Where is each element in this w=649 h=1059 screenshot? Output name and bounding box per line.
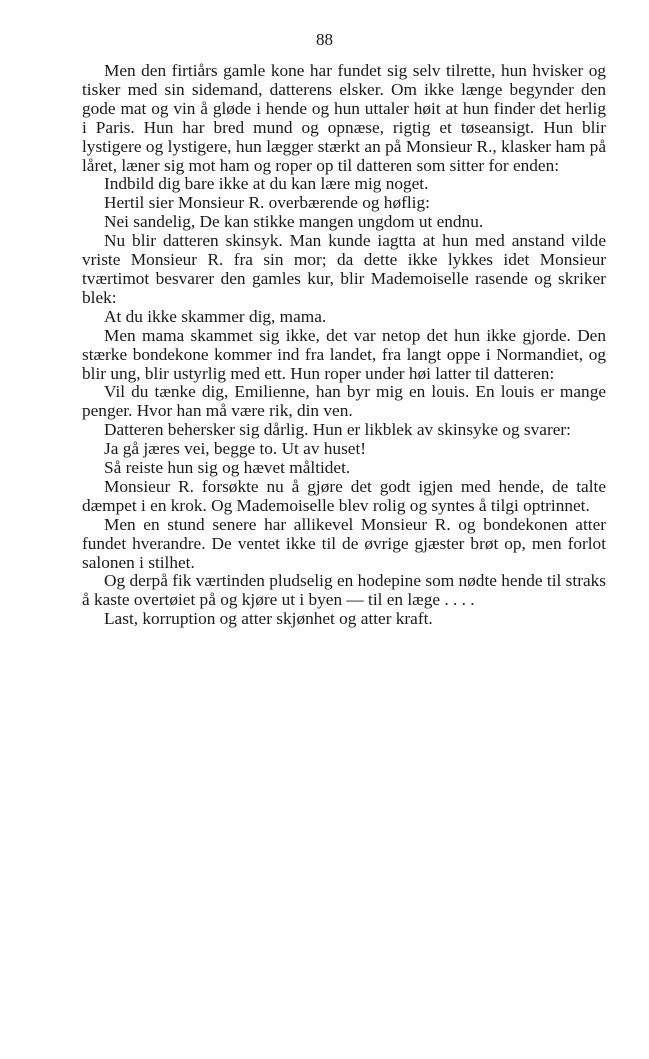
paragraph: Last, korruption og atter skjønhet og atter kraft.	[104, 609, 433, 629]
paragraph: Hertil sier Monsieur R. overbærende og høflig:	[104, 193, 430, 213]
paragraph: Datteren behersker sig dårlig. Hun er likblek av skinsyke og svarer:	[104, 420, 571, 440]
paragraph: Monsieur R. forsøkte nu å gjøre det godt igjen med hende, de talte dæmpet i en krok. Og Mademoiselle blev rolig og syntes å tilgi optrinnet.	[82, 476, 606, 515]
paragraph: Men mama skammet sig ikke, det var netop det hun ikke gjorde. Den stærke bondekone kommer ind fra landet, fra langt oppe i Normandiet, og blir ung, blir ustyrlig med ett. Hun roper under høi latter til datteren:	[82, 325, 606, 383]
paragraph: Ja gå jæres vei, begge to. Ut av huset!	[104, 439, 367, 459]
paragraph: Så reiste hun sig og hævet måltidet.	[104, 458, 351, 478]
paragraph: Men en stund senere har allikevel Monsieur R. og bondekonen atter fundet hverandre. De ventet ikke til de øvrige gjæster brøt op, men forlot salonen i stilhet.	[82, 514, 606, 572]
paragraph: Indbild dig bare ikke at du kan lære mig noget.	[104, 174, 429, 194]
paragraph: At du ikke skammer dig, mama.	[104, 306, 327, 326]
paragraph: Nu blir datteren skinsyk. Man kunde iagtta at hun med anstand vilde vriste Monsieur R. fra sin mor; da dette ikke lykkes idet Monsieur tværtimot besvarer den gamles kur, blir Mademoiselle rasende og skriker blek:	[82, 231, 606, 307]
page-number: 88	[316, 30, 333, 49]
paragraph: Vil du tænke dig, Emilienne, han byr mig en louis. En louis er mange penger. Hvor han må være rik, din ven.	[82, 382, 606, 421]
paragraph: Men den firtiårs gamle kone har fundet sig selv tilrette, hun hvisker og tisker med sin sidemand, datterens elsker. Om ikke længe begynder den gode mat og vin å gløde i hende og hun uttaler høit at hun finder det herlig i Paris. Hun har bred mund og opnæse, rigtig et tøseansigt. Hun blir lystigere og lystigere, hun lægger stærkt an på Monsieur R., klasker ham på låret, læner sig mot ham og roper op til datteren som sitter for enden:	[82, 61, 606, 175]
paragraph: Nei sandelig, De kan stikke mangen ungdom ut endnu.	[104, 212, 484, 232]
paragraph: Og derpå fik værtinden pludselig en hodepine som nødte hende til straks å kaste overtøiet på og kjøre ut i byen — til en læge . . . .	[82, 571, 606, 610]
body-text	[82, 62, 606, 629]
